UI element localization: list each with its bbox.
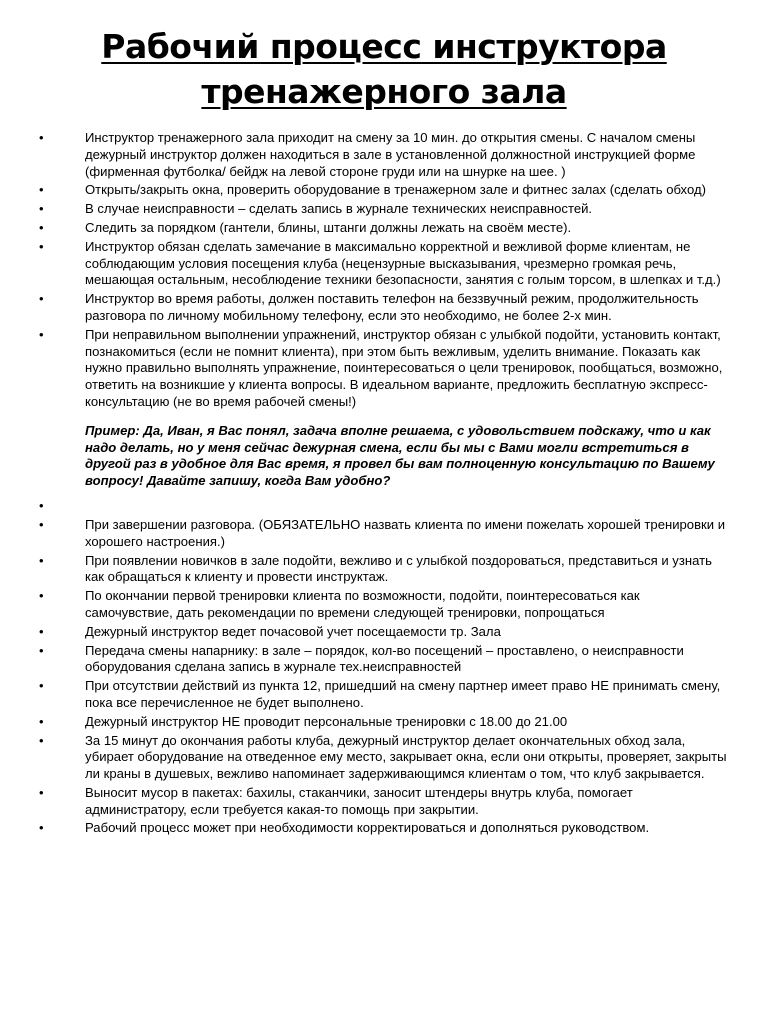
list-item (37, 130, 727, 180)
bullet-icon: • (39, 497, 44, 513)
bullet-icon: • (39, 732, 44, 748)
list-item (37, 553, 727, 587)
bullet-icon: • (39, 201, 44, 217)
list-item-text: При завершении разговора. (ОБЯЗАТЕЛЬНО назвать клиента по имени пожелать хорошей тренировки и хорошего настроения.) (85, 516, 726, 549)
bullet-icon: • (39, 678, 44, 694)
list-item-text: Дежурный инструктор ведет почасовой учет посещаемости тр. Зала (85, 623, 501, 639)
bullet-icon: • (39, 516, 44, 532)
bullet-icon: • (39, 588, 44, 604)
list-item (37, 588, 727, 622)
list-item-text: Следить за порядком (гантели, блины, штанги должны лежать на своём месте). (85, 219, 572, 235)
bullet-icon: • (39, 291, 44, 307)
bullet-icon: • (39, 130, 44, 145)
bullet-icon: • (39, 326, 44, 342)
list-item-text: Инструктор тренажерного зала приходит на смену за 10 мин. до открытия смены. С началом смены дежурный инструктор должен находиться в зале в установленной должностной инструкцией форме (фирменная футболка/ бейдж на левой стороне груди или на шнурке на шее. ) (85, 130, 696, 179)
list-item-text: Инструктор во время работы, должен поставить телефон на беззвучный режим, продолжительность разговора по личному мобильному телефону, если это необходимо, не более 2-х мин. (85, 291, 699, 323)
list-item (37, 201, 727, 218)
bullet-icon: • (39, 820, 44, 836)
list-item-text: Выносит мусор в пакетах: бахилы, стаканчики, заносит штендеры внутрь клуба, помогает администратору, если требуется какая-то помощь при закрытии. (85, 784, 633, 817)
instruction-list (37, 130, 727, 839)
page-title (0, 24, 768, 114)
list-item-text: Инструктор обязан сделать замечание в максимально корректной и вежливой форме клиентам, не соблюдающим условия посещения клуба (нецензурные высказывания, чрезмерно громкая речь, мешающая остальным, несоблюдение техники безопасности, занятия с голым торсом, в шлепках и т.д.) (85, 238, 721, 288)
list-item-text: За 15 минут до окончания работы клуба, дежурный инструктор делает окончательных обход зала, убирает оборудование на отведенное ему место, закрывает окна, если они открыты, проверяет, закрыты ли краны в душевых, вежливо напоминает задерживающимся клиентам о том, что клуб закрывается. (85, 732, 727, 782)
list-item (37, 220, 727, 237)
title-line-2: тренажерного зала (201, 72, 567, 111)
list-item-text: По окончании первой тренировки клиента по возможности, подойти, поинтересоваться как самочувствие, дать рекомендации по времени следующей тренировки, попрощаться (85, 588, 640, 620)
bullet-icon: • (39, 713, 44, 729)
list-item (37, 517, 727, 551)
list-item-text: В случае неисправности – сделать запись в журнале технических неисправностей. (85, 201, 593, 217)
list-item (37, 714, 727, 731)
list-item (37, 785, 727, 819)
bullet-icon: • (39, 182, 44, 198)
list-item-text: Открыть/закрыть окна, проверить оборудование в тренажерном зале и фитнес залах (сделать обход) (85, 182, 706, 198)
bullet-icon: • (39, 623, 44, 639)
example-dialogue: Пример: Да, Иван, я Вас понял, задача вполне решаема, с удовольствием подскажу, что и как надо делать, но у меня сейчас дежурная смена, если бы мы с Вами могли встретиться в другой раз в удобное для Вас время, я провел бы вам полноценную консультацию по Вашему вопросу! Давайте запишу, когда Вам удобно? (85, 422, 715, 489)
bullet-icon: • (39, 552, 44, 568)
list-item (37, 733, 727, 783)
list-item (37, 327, 727, 411)
list-item (37, 820, 727, 837)
bullet-icon: • (39, 219, 44, 235)
list-item (37, 239, 727, 289)
list-item (37, 643, 727, 677)
list-item (37, 291, 727, 325)
bullet-icon: • (39, 238, 44, 254)
list-item-empty (37, 498, 727, 515)
list-item (37, 624, 727, 641)
list-item-text: При появлении новичков в зале подойти, вежливо и с улыбкой поздороваться, представиться и узнать как обращаться к клиенту и провести инструктаж. (85, 552, 712, 585)
bullet-icon: • (39, 642, 44, 658)
list-item-text: При неправильном выполнении упражнений, инструктор обязан с улыбкой подойти, установить контакт, познакомиться (если не помнит клиента), при этом быть вежливым, уделить внимание. Показать как нужно правильно выполнять упражнение, поинтересоваться о цели тренировок, пообщаться, возможно, ответить на возникшие у клиента вопросы. В идеальном варианте, предложить бесплатную экспресс-консультацию (не во время рабочей смены!) (85, 326, 723, 409)
list-item-text: Дежурный инструктор НЕ проводит персональные тренировки с 18.00 до 21.00 (85, 713, 568, 729)
list-item-text: Передача смены напарнику: в зале – порядок, кол-во посещений – проставлено, о неисправности оборудования сделана запись в журнале тех.неисправностей (85, 642, 684, 675)
title-line-1: Рабочий процесс инструктора (101, 27, 667, 66)
bullet-icon: • (39, 784, 44, 800)
list-item (37, 678, 727, 712)
list-item-text: При отсутствии действий из пункта 12, пришедший на смену партнер имеет право НЕ принимать смену, пока все перечисленное не будет выполнено. (85, 678, 721, 710)
list-item (37, 182, 727, 199)
list-item-text: Рабочий процесс может при необходимости корректироваться и дополняться руководством. (85, 820, 650, 836)
